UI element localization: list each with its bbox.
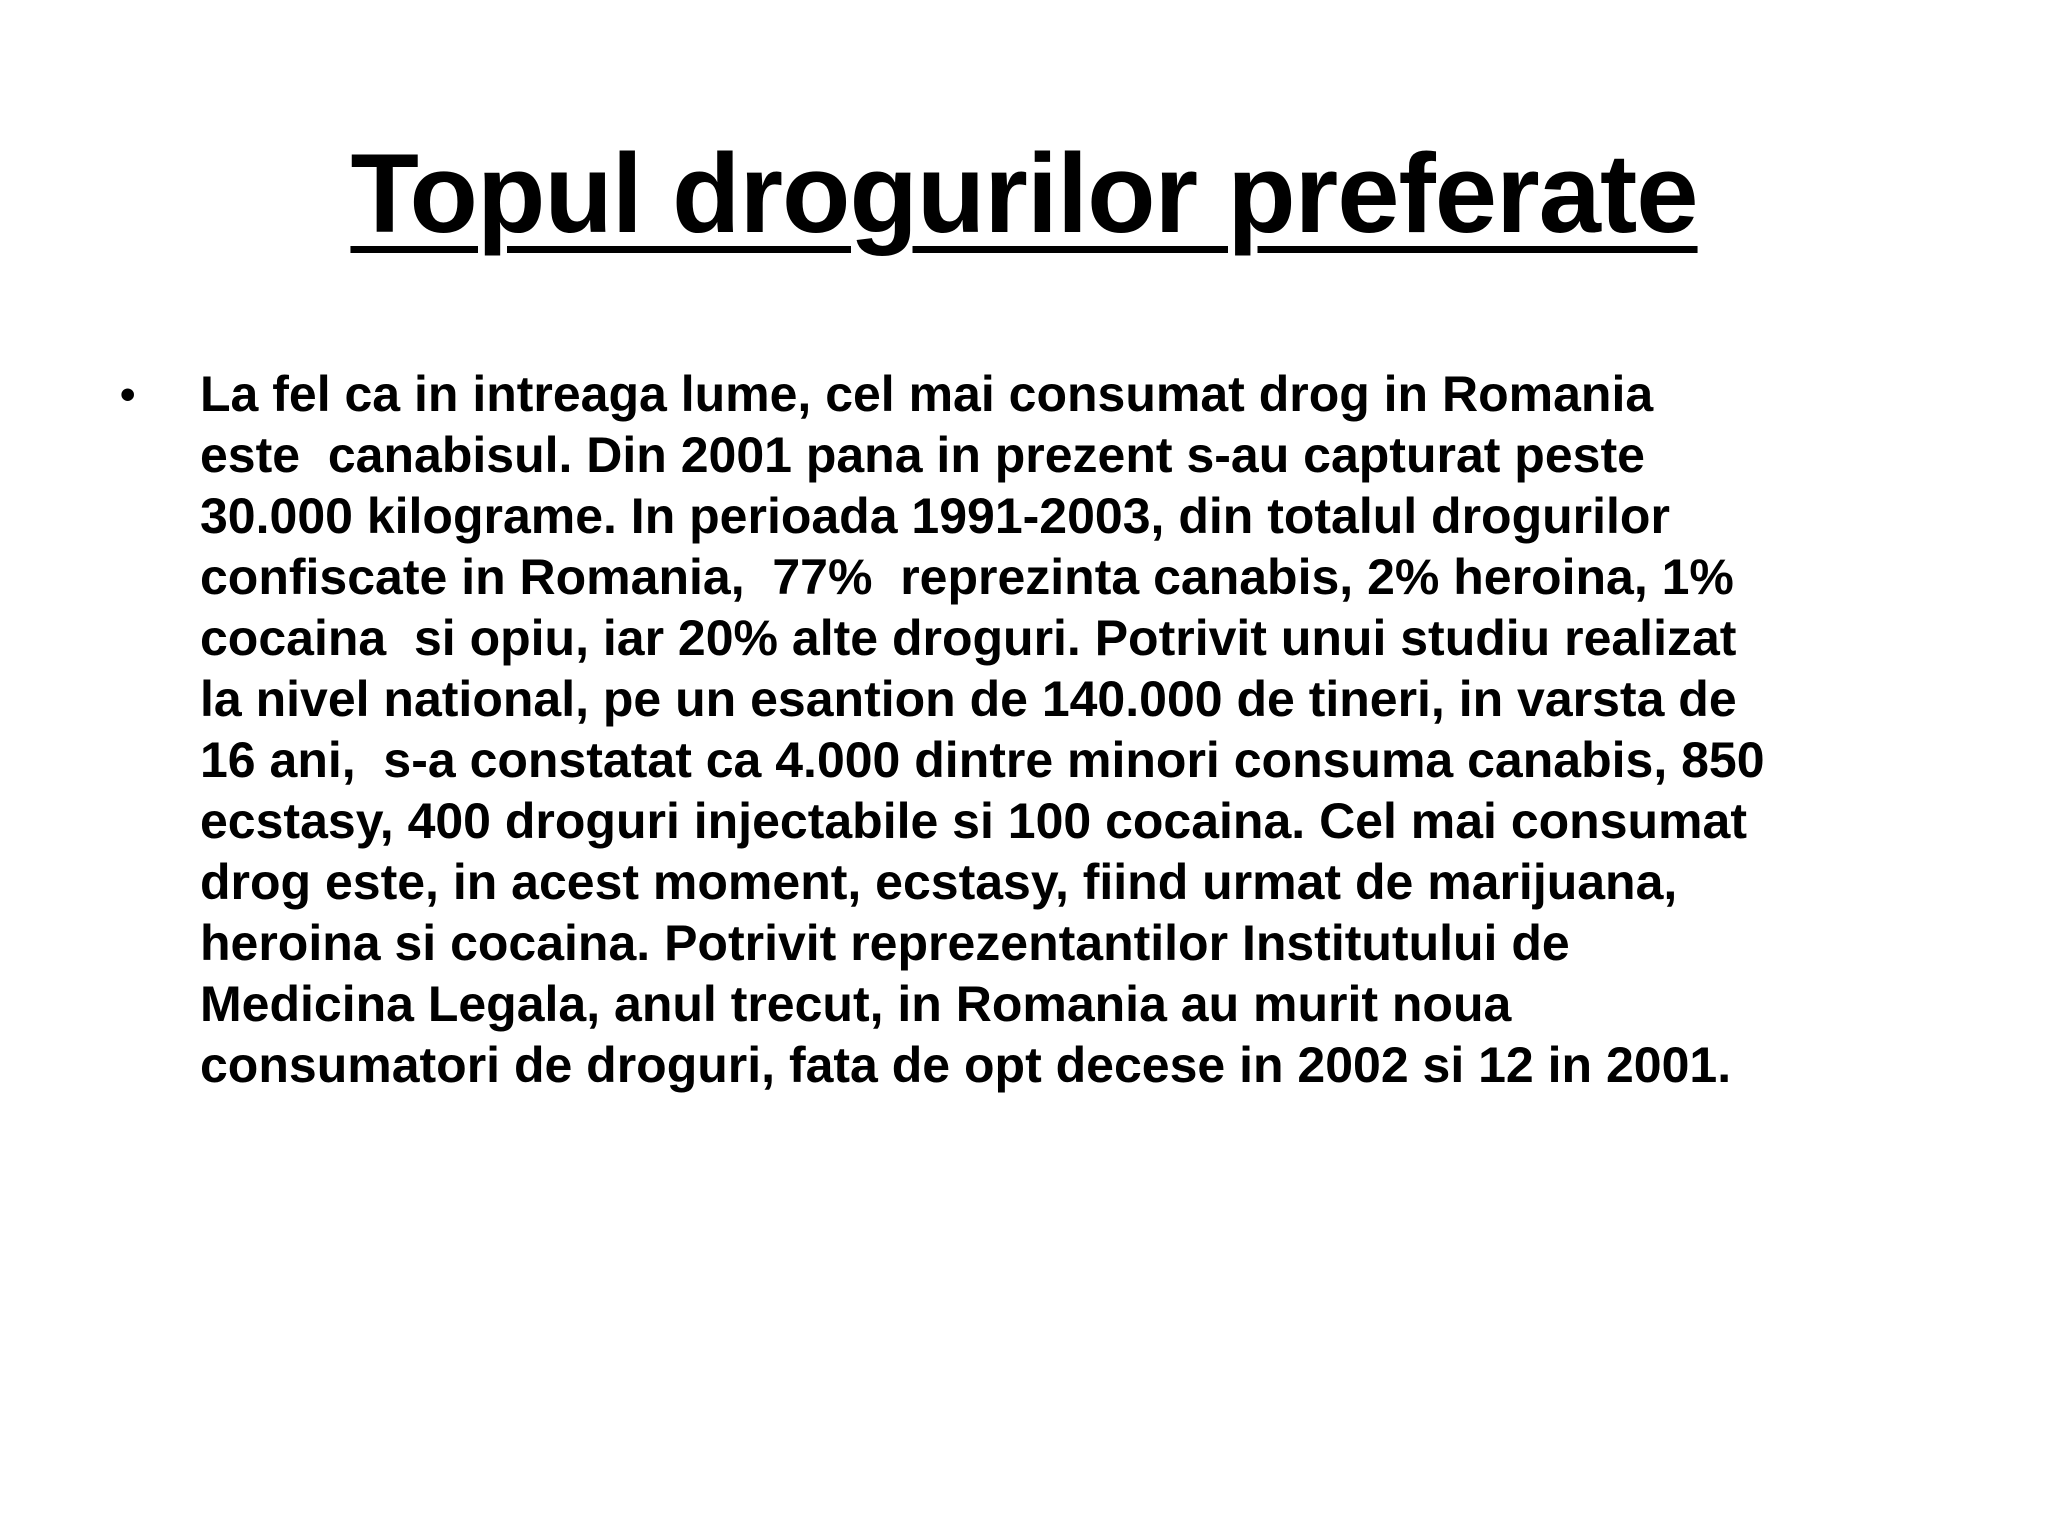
paragraph-line: 16 ani, s-a constatat ca 4.000 dintre minori consuma canabis, 850 [200,732,1765,788]
slide-body [120,364,1940,1096]
paragraph-line: consumatori de droguri, fata de opt decese in 2002 si 12 in 2001. [200,1037,1732,1093]
paragraph-line: drog este, in acest moment, ecstasy, fiind urmat de marijuana, [200,854,1678,910]
bullet-paragraph [200,364,1940,1096]
paragraph-line: confiscate in Romania, 77% reprezinta canabis, 2% heroina, 1% [200,549,1734,605]
paragraph-line: La fel ca in intreaga lume, cel mai consumat drog in Romania [200,366,1654,422]
slide-title-text: Topul drogurilor preferate [350,131,1698,256]
bullet-item [120,364,1940,1096]
paragraph-line: ecstasy, 400 droguri injectabile si 100 cocaina. Cel mai consumat [200,793,1747,849]
paragraph-line: Medicina Legala, anul trecut, in Romania au murit noua [200,976,1512,1032]
paragraph-line: cocaina si opiu, iar 20% alte droguri. Potrivit unui studiu realizat [200,610,1737,666]
paragraph-line: 30.000 kilograme. In perioada 1991-2003, din totalul drogurilor [200,488,1670,544]
slide-title [0,132,2048,255]
bullet-icon: • [120,370,136,419]
paragraph-line: heroina si cocaina. Potrivit reprezentantilor Institutului de [200,915,1570,971]
paragraph-line: este canabisul. Din 2001 pana in prezent s-au capturat peste [200,427,1645,483]
paragraph-line: la nivel national, pe un esantion de 140.000 de tineri, in varsta de [200,671,1737,727]
